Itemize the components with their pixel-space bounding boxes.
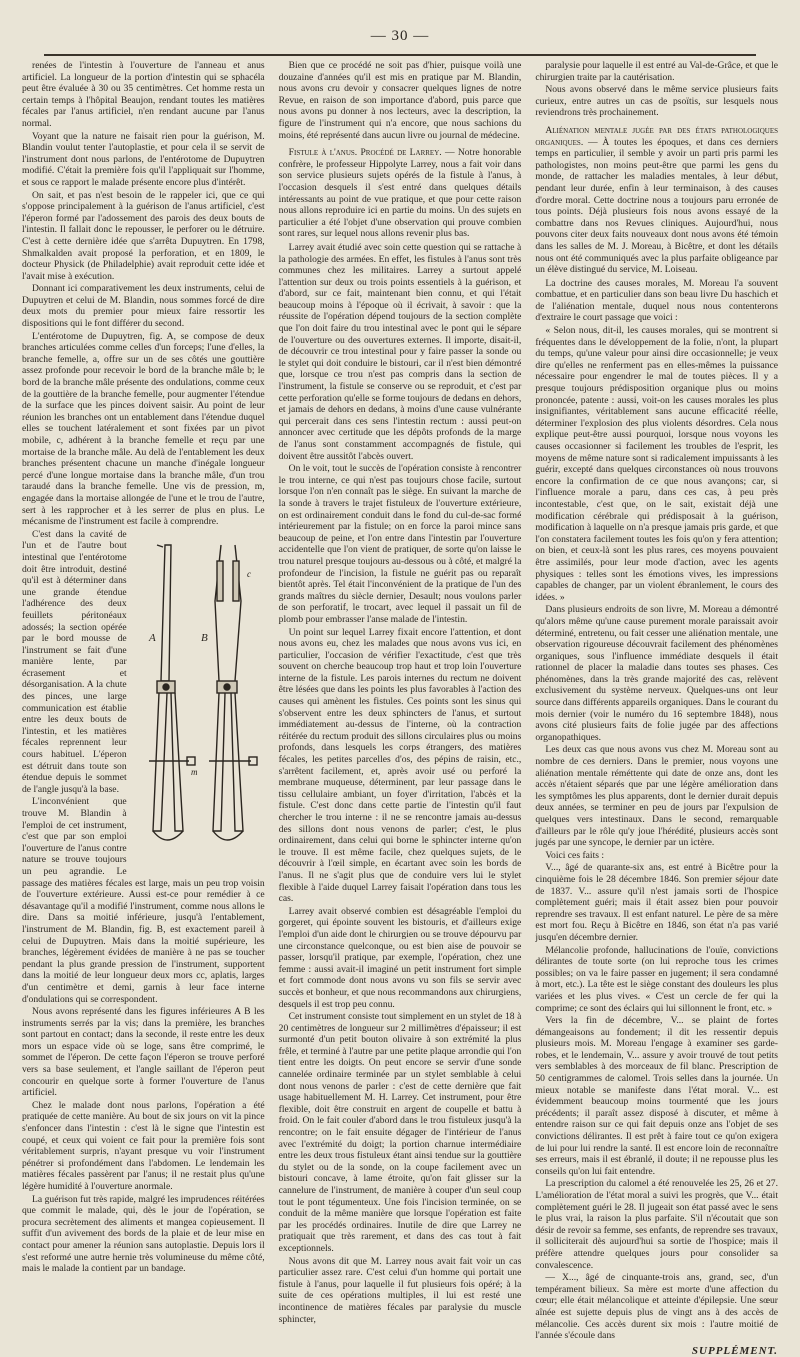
column-3 xyxy=(535,60,778,1357)
section-lead: — À toutes les époques, et dans ces derniers temps en particulier, il semble y avoir un parti pris parmi les pathologistes, non moins peut-être que parmi les gens du monde, de rattacher les maladies mentales, à leur début, pendant leur durée, enfin à leur terminaison, à des causes d'ordre moral. Cette doctrine nous a toujours paru erronée de tous points. Déjà plusieurs fois nous avons essayé de la combattre dans nos Revues cliniques. Aujourd'hui, nous pouvons citer deux faits nouveaux dont nous avons été témoin dans les salles de M. J. Moreau, à Bicêtre, et dont les détails nous ont été communiqués avec la plus parfaite obligeance par un élève distingué du service, M. Loiseau. xyxy=(535,136,778,276)
paragraph: Cet instrument consiste tout simplement en un stylet de 18 à 20 centimètres de longueur sur 2 millimètres d'épaisseur; il est surmonté d'un petit bouton olivaire à son extrémité la plus frêle, et terminé à l'autre par une petite plaque arrondie qui l'on tient entre les doigts. On peut encore se servir d'une sonde cannelée ordinaire terminée par un stylet semblable à celui dont nous venons de parler : c'est de cette dernière que fait usage habituellement M. H. Larrey. Cet instrument, pour être flexible, doit être construit en argent de coupelle et battu à froid. On le fait couler d'abord dans le trou fistuleux jusqu'à la rencontre; on le fait ensuite dégager de l'intérieur de l'anus avec l'extrémité du doigt; la portion charnue intermédiaire entre les deux trous fistuleux étant ainsi tendue sur la gouttière du stylet ou de la sonde, on la coupe facilement avec un bistouri concave, à lame étroite, qu'on fait glisser sur la cannelure de l'instrument, de manière à couper d'un seul coup tout le pont tégumenteux. Une fois l'incision terminée, on se conduit de la même manière que lorsque l'opération est faite par les procédés ordinaires. Inutile de dire que Larrey ne pratiquait que très rarement, et dans des cas tout à fait exceptionnels. xyxy=(278,1011,522,1254)
paragraph: Voyant que la nature ne faisait rien pour la guérison, M. Blandin voulut tenter l'autoplastie, et pour cela il se servit de l'instrument dont nous parlons, de l'entérotome de Dupuytren modifié. C'était la première fois qu'il l'appliquait sur l'homme, et sous ce rapport le malade présente encore plus d'intérêt. xyxy=(22,130,265,188)
figure-label-c: c xyxy=(246,568,251,579)
page-header xyxy=(22,0,778,56)
section-heading xyxy=(279,147,522,240)
instrument-b xyxy=(209,545,257,840)
paragraph: On sait, et pas n'est besoin de le rappeler ici, que ce qui s'oppose principalement à la guérison de l'anus artificiel, c'est l'éperon formé par l'adossement des parois des deux bouts de l'intestin. Il fallait donc le repousser, le perforer ou le détruire. C'est à cette dernière idée que s'arrêta Dupuytren. En 1798, Shmalkalden avait proposé la perforation, et en 1809, le docteur Physick (de Philadelphie) avait reproduit cette idée et l'avait mise à exécution. xyxy=(22,189,265,282)
figure-label-m: m xyxy=(190,766,198,777)
paragraph: L'entérotome de Dupuytren, fig. A, se compose de deux branches articulées comme celles d'un forceps; l'une d'elles, la branche femelle, a, offre sur un de ses côtés une gouttière assez profonde pour recevoir le bord de la branche mâle b; le bord de la branche mâle présente des ondulations, comme ceux de la gouttière de la branche femelle, pour augmenter l'étendue de la surface que les pinces doivent saisir. Au point de leur réunion les branches ont un entablement dans l'étendue duquel elles se touchent latéralement et sont fixées par un pivot mobile, c, adhérent à la branche femelle et reçu par une mortaise de la branche mâle. Au delà de l'entablement les deux branches présentent chacune un manche d'inégale longueur percé d'une longue mortaise dans la branche mâle, d'un trou taraudé dans la branche femelle. Une vis de pression, m, engagée dans la mortaise allongée de l'une et le trou de l'autre, sert à les rapprocher et à les serrer de plus en plus. Le mécanisme de l'instrument est facile à comprendre. xyxy=(22,330,265,528)
paragraph: Mélancolie profonde, hallucinations de l'ouïe, convictions délirantes de toute sorte (on lui reproche tous les crimes possibles; on va le faire passer en jugement; il sera condamné à mort, etc.). La tête est le siège constant des douleurs les plus variées et les plus vives. « C'est un cercle de fer qui la comprime; ce sont des éclairs qui lui sillonnent le front, etc. » xyxy=(535,944,778,1014)
figure-label-a: A xyxy=(148,631,156,644)
section-heading xyxy=(535,125,778,276)
paragraph: L'inconvénient que trouve M. Blandin à l'emploi de cet instrument, c'est que par son emploi l'ouverture de l'anus contre nature se trouve toujours un peu agrandie. Le passage des matières fécales est large, mais un peu trop voisin de l'ouverture extérieure. Aussi est-ce pour remédier à ce désavantage qu'il a modifié l'instrument, comme nous allons le dire. Dans sa moitié inférieure, jusqu'à l'entablement, l'instrument de M. Blandin, fig. B, est exactement pareil à celui de Dupuytren. Mais dans la moitié supérieure, les branches, légèrement évidées de manière à ne pas se toucher pendant la plus grande pression de l'instrument, supportent dans la moitié de leur longueur deux mors cc, aplatis, larges d'un centimètre et demi, garnis à leur face interne d'ondulations qui se correspondent. xyxy=(22,796,265,1005)
paragraph: Bien que ce procédé ne soit pas d'hier, puisque voilà une douzaine d'années qu'il est mis en pratique par M. Blandin, nous avons cru devoir y consacrer quelques lignes de notre Revue, en raison de son importance d'abord, puis parce que nous avons pu donner à nos lecteurs, avec la description, la figure de l'instrument qui n'a encore, que nous sachions du moins, été représenté dans aucun livre ou journal de médecine. xyxy=(278,60,522,141)
paragraph: renées de l'intestin à l'ouverture de l'anneau et anus artificiel. La longueur de la portion d'intestin qui se sphacéla peut être évaluée à 30 ou 35 centimètres. Cet homme resta un certain temps à l'hôpital Beaujon, rendant toutes les matières fécales par l'anus artificiel, n'en rendant aucune par l'anus normal. xyxy=(22,60,265,129)
section-lead: — Notre honorable confrère, le professeur Hippolyte Larrey, nous a fait voir dans son service plusieurs sujets opérés de la fistule à l'anus, à l'occasion desquels il s'est entré dans quelques détails intéressants au point de vue pratique, et que pour cette raison nous allons reproduire ici en partie du moins. Un des sujets en particulier a été l'objet d'une observation qui prouve combien sont rares, sur lequel nous allons revenir plus bas. xyxy=(278,147,522,240)
paragraph: Donnant ici comparativement les deux instruments, celui de Dupuytren et celui de M. Blandin, nous sommes forcé de dire deux mots du premier pour mieux faire ressortir les dispositions qui le font différer du second. xyxy=(22,283,265,330)
paragraph: Chez le malade dont nous parlons, l'opération a été pratiquée de cette manière. Au bout de six jours on vit la pince s'enfoncer dans l'intestin : c'est là le signe que l'intestin est coupé, et ceux qui voient ce fait pour la première fois sont véritablement surpris, n'ayant presque vu voir l'instrument pénétrer si profondément dans l'abdomen. Le lendemain les matières fécales passèrent par l'anus; il ne restait plus qu'une légère humidité à l'ouverture anormale. xyxy=(22,1099,265,1192)
paragraph: La guérison fut très rapide, malgré les imprudences réitérées que commit le malade, qui, dès le jour de l'opération, se procura secrètement des aliments et mangea copieusement. Il suffit d'un avivement des bords de la plaie et de leur mise en contact pour amener la réunion sans autoplastie. Depuis lors il s'est reformé une autre hernie très volumineuse du même côté, mais le malade la contient par un bandage. xyxy=(22,1193,265,1275)
section-title: Fistule à l'anus. Procédé de Larrey. xyxy=(288,147,442,159)
article-columns xyxy=(22,60,778,1357)
paragraph: La doctrine des causes morales, M. Moreau l'a souvent combattue, et en particulier dans son beau livre Du haschich et de l'aliénation mentale, duquel nous nous contenterons d'extraire le court passage que voici : xyxy=(535,277,778,324)
instrument-a xyxy=(149,545,195,840)
supplement-label: SUPPLÉMENT. xyxy=(691,1344,778,1357)
paragraph: Voici ces faits : xyxy=(545,849,605,861)
paragraph: Les deux cas que nous avons vus chez M. Moreau sont au nombre de ces derniers. Dans le premier, nous voyons une aliénation mentale réméttente qui date de onze ans, dont les accès n'étaient séparés que par une légère amélioration dans les symptômes les plus apparents, dont le dernier durait depuis deux années, se terminer en peu de jours par l'expulsion de quelques vers intestinaux. Dans le second, remarquable d'ailleurs par le rôle qu'y joue l'hérédité, plusieurs accès sont jugés par une syncope, le dernier par un ictère. xyxy=(535,744,778,849)
paragraph: « Selon nous, dit-il, les causes morales, qui se montrent si fréquentes dans le développement de la folie, n'ont, la plupart du temps, qu'une valeur pour ainsi dire occasionnelle; je veux dire qu'elles ne renferment pas en elles-mêmes la puissance nécessaire pour engendrer le mal de toutes pièces. Il y a presque toujours prédisposition organique plus ou moins prononcée, patente : aussi, voit-on les causes morales les plus insignifiantes, véritablement sans aucune efficacité réelle, déterminer l'explosion des plus violents désordres. Cela nous explique peut-être aussi pourquoi, lorsque nous voyons les causes occasionner si facilement les troubles de l'esprit, les moyens de même nature sont si radicalement impuissants à les guérir, excepté dans quelques circonstances où nous trouvons encore la confirmation de ce que nous avançons; car, si l'influence morale a paru, dans ces cas, à peu près incontestable, c'est que, on le sait, existait déjà une modification cérébrale qui prédisposait à la guérison, modification à laquelle on n'a presque jamais pris garde, et que l'on constatera facilement toutes les fois qu'on y fera attention; on bien, et ceux-là sont les plus rares, ces moyens pouvaient être assimilés, pour leur mode d'action, avec les agents physiques : telles sont les émotions vives, les impressions capables de changer, par un violent ébranlement, le cours des idées. » xyxy=(535,325,778,603)
enterotome-illustration xyxy=(135,531,265,867)
paragraph: — X..., âgé de cinquante-trois ans, grand, sec, d'un tempérament bilieux. Sa mère est morte d'une affection du cœur; elle était mélancolique et atteinte d'épilepsie. Une sœur aînée est sujette depuis plus de vingt ans à des accès de mélancolie. Ces accès durent six mois : l'autre moitié de l'année s'écoule dans xyxy=(535,1272,778,1342)
paragraph: Larrey avait étudié avec soin cette question qui se rattache à la pathologie des armées. En effet, les fistules à l'anus sont très communes chez les militaires. Larrey a surtout appelé l'attention sur deux ou trois points essentiels à la guérison, et d'abord, sur ce fait, maintenant bien connu, et qui l'était beaucoup moins à l'époque où il écrivait, à savoir : que la réussite de l'opération dépend toujours de la section complète que l'on doit faire du trou intestinal avec le pont qui le sépare de l'ouverture ou des ouvertures externes. Il importe, disait-il, de découvrir ce trou intestinal pour y faire passer la sonde ou le stylet qui doit conduire le bistouri, car il n'est bien démontré que, lorsque ce trou n'est pas compris dans la section de l'instrument, la fistule se conserve ou se reproduit, et c'est par cette perforation qu'elle se forme toujours de dedans en dehors, et jamais de dehors en dedans, à moins d'une cause vulnérante qui percerait dans ces sens l'intestin rectum : aussi peut-on annoncer avec certitude que les dépôts profonds de la marge de l'anus sont constamment accompagnés de fistule, qui doivent être aussitôt l'abcès ouvert. xyxy=(278,241,522,462)
paragraph: Larrey avait observé combien est désagréable l'emploi du gorgeret, qui épointe souvent les bistouris, et d'ailleurs exige l'emploi d'un aide dont le chirurgien ou se trouve dépourvu par une circonstance quelconque, ou est bien aise de pouvoir se passer, lorsqu'il pratique, par exemple, l'opération, chez une femme : aussi avait-il imaginé un petit instrument fort simple et fort commode dont nous avons vu son fils se servir avec succès et bonheur, et que nous recommandons aux chirurgiens, desquels il est trop peu connu. xyxy=(278,905,522,1010)
paragraph: Nous avons représenté dans les figures inférieures A B les instruments serrés par la vis; dans la première, les branches sont partout en contact; dans la seconde, il reste entre les deux mors un espace vide où se loge, sans être comprimé, le sommet de l'éperon. De cette façon l'éperon se trouve perforé vers sa base seulement, et l'angle saillant de l'éperon peut concourir en quelque sorte à former l'ouverture de l'anus artificiel. xyxy=(22,1006,265,1099)
paragraph: La prescription du calomel a été renouvelée les 25, 26 et 27. L'amélioration de l'état moral a suivi les progrès, que V... était complètement guéri le 28. Il jugeait son état passé avec le sens le plus vrai, la raison la plus parfaite. S'il n'écoutait que son désir de revoir sa femme, ses enfants, de reprendre ses travaux, il solliciterait dès aujourd'hui sa sortie de l'hospice; mais il préfère attendre quelques jours pour consolider sa convalescence. xyxy=(535,1178,778,1271)
section-title: Aliénation mentale jugée par des états pathologiques organiques. xyxy=(535,124,778,148)
paragraph: paralysie pour laquelle il est entré au Val-de-Grâce, et que le chirurgien traite par la cautérisation. xyxy=(535,60,778,83)
enterotome-figure xyxy=(135,531,265,867)
column-1 xyxy=(22,60,265,1357)
header-rule xyxy=(44,54,756,56)
column-2 xyxy=(279,60,522,1357)
paragraph: Un point sur lequel Larrey fixait encore l'attention, et dont nous avons eu, chez les malades que nous avons vus ici, en particulier, l'occasion de vérifier l'exactitude, c'est que très souvent on cherche beaucoup trop haut et trop loin l'ouverture interne de la fistule. Les parois internes du rectum ne doivent être lésées que dans les points les plus favorables à l'action des causes qui amènent les fistules. Ces points sont les sinus qui s'observent entre les deux sphincters de l'anus, et surtout immédiatement au-dessus de l'interne, où la contraction réitérée du rectum produit des sillons circulaires plus ou moins profonds, dans lesquels les corps étrangers, des matières fécales, les petites parcelles d'os, des pépins de raisin, etc., s'arrêtent facilement, et, après avoir usé ou perforé la membrane muqueuse, déterminent, par leur passage dans le tissu cellulaire ambiant, un foyer d'irritation, l'abcès et la fistule. C'est donc dans cette partie de l'intestin qu'il faut chercher le trou interne : il ne se rencontre jamais au-dessus des sillons dont nous venons de parler; c'est, le plus ordinairement, dans celui qui borne le sphincter interne qu'on le trouve. Il est même facile, chez quelques sujets, de le découvrir à l'œil simple, en écartant avec soin les bords de l'anus. Il ne s'agit plus que de conduire vers lui le stylet flexible à l'aide duquel Larrey faisait l'opération dans tous les cas. xyxy=(278,626,522,905)
paragraph: V..., âgé de quarante-six ans, est entré à Bicêtre pour la cinquième fois le 28 décembre 1846. Son premier séjour date de 1837. V... assure qu'il n'est jamais sorti de l'hospice complètement guéri; mais il était assez bien pour pouvoir reprendre ses travaux. Il est enfant naturel. Le père de sa mère est mort fou. Reçu à Bicêtre en 1846, son état n'a pas varié jusqu'en décembre dernier. xyxy=(535,862,778,943)
paragraph: Dans plusieurs endroits de son livre, M. Moreau a démontré qu'alors même qu'une cause purement morale paraissait avoir déterminé, entretenu, ou fait cesser une aliénation mentale, une observation rigoureuse découvrait facilement des phénomènes organiques, sous l'influence immédiate desquels il était rationnel de placer la maladie dans toutes ses phases. Ces phénomènes, dans la très grande majorité des cas, relèvent exclusivement du système nerveux. Quelques-uns ont leur source dans différents appareils organiques. Dans le courant du mois dernier (voir le numéro du 16 septembre 1848), nous avons cité plusieurs faits de folie jugée par des affections organopathiques. xyxy=(535,604,778,743)
paragraph: On le voit, tout le succès de l'opération consiste à rencontrer le trou interne, ce qui n'est pas toujours chose facile, surtout lorsque l'on n'en connaît pas le siège. En suivant la marche de la sonde à travers le trajet fistuleux de l'ouverture extérieure, on est ordinairement conduit dans le fond du cul-de-sac formé intérieurement par la fistule; on en force la paroi mince sans beaucoup de peine, et l'on entre dans l'intestin par l'ouverture accidentelle que l'on vient de pratiquer, de sorte qu'on laisse le trou naturel presque toujours au-dessous ou à côté, et malgré la profondeur de l'incision, la fistule ne guérit pas ou reparaît bientôt après. Tel était l'inconvénient de la pratique de l'un des grands maîtres du siècle dernier, Desault; nous voulons parler de son perforatif, le trocart, avec lequel il passait un fil de plomb pour embrasser l'anse malade de l'intestin. xyxy=(278,463,522,625)
paragraph: Nous avons dit que M. Larrey nous avait fait voir un cas particulier assez rare. C'est celui d'un homme qui portait une fistule à l'anus, pour laquelle il fut plusieurs fois opéré; à la suite de ces opérations multiples, il lui est resté une incontinence de matières fécales par paralysie du muscle sphincter, xyxy=(278,1255,522,1325)
figure-label-b: B xyxy=(200,631,208,644)
page-number: — 30 — xyxy=(370,28,430,44)
paragraph: Nous avons observé dans le même service plusieurs faits curieux, entre autres un cas de psoïtis, sur lesquels nous reviendrons très prochainement. xyxy=(535,84,778,119)
paragraph: Vers la fin de décembre, V... se plaint de fortes démangeaisons au fondement; il dit les ressentir depuis plusieurs mois. M. Moreau l'engage à examiner ses garde-robes, et le lendemain, V... assure y avoir trouvé de tout petits vers semblables à des morceaux de fil blanc. Prescription de 50 centigrammes de calomel. Trois selles dans la journée. Un mieux notable se manifeste dans l'état moral. V... est évidemment beaucoup moins tourmenté que les jours précédents; il paraît assez disposé à discuter, et même à entendre raison sur ce qui fait depuis onze ans l'objet de ses convictions délirantes. Il est prêt à faire tout ce qu'on exigera de lui pour lui rendre la santé. Il est encore loin de reconnaître ses erreurs, mais il est ébranlé, il doute; il ne repousse plus les conseils qu'on lui fait entendre. xyxy=(535,1015,778,1177)
paragraph: C'est dans la cavité de l'un et de l'autre bout intestinal que l'entérotome doit être introduit, destiné qu'il est à déterminer dans une grande étendue l'adhérence des deux feuillets péritonéaux adossés; la section opérée par le bord mousse de l'instrument se fait d'une manière lente, par écrasement et désorganisation. A la chute des pinces, une large communication est établie entre les deux bouts de l'intestin, et les matières fécales reprennent leur cours habituel. L'éperon est détruit dans toute son étendue depuis le sommet de l'angle jusqu'à la base. xyxy=(22,528,127,795)
